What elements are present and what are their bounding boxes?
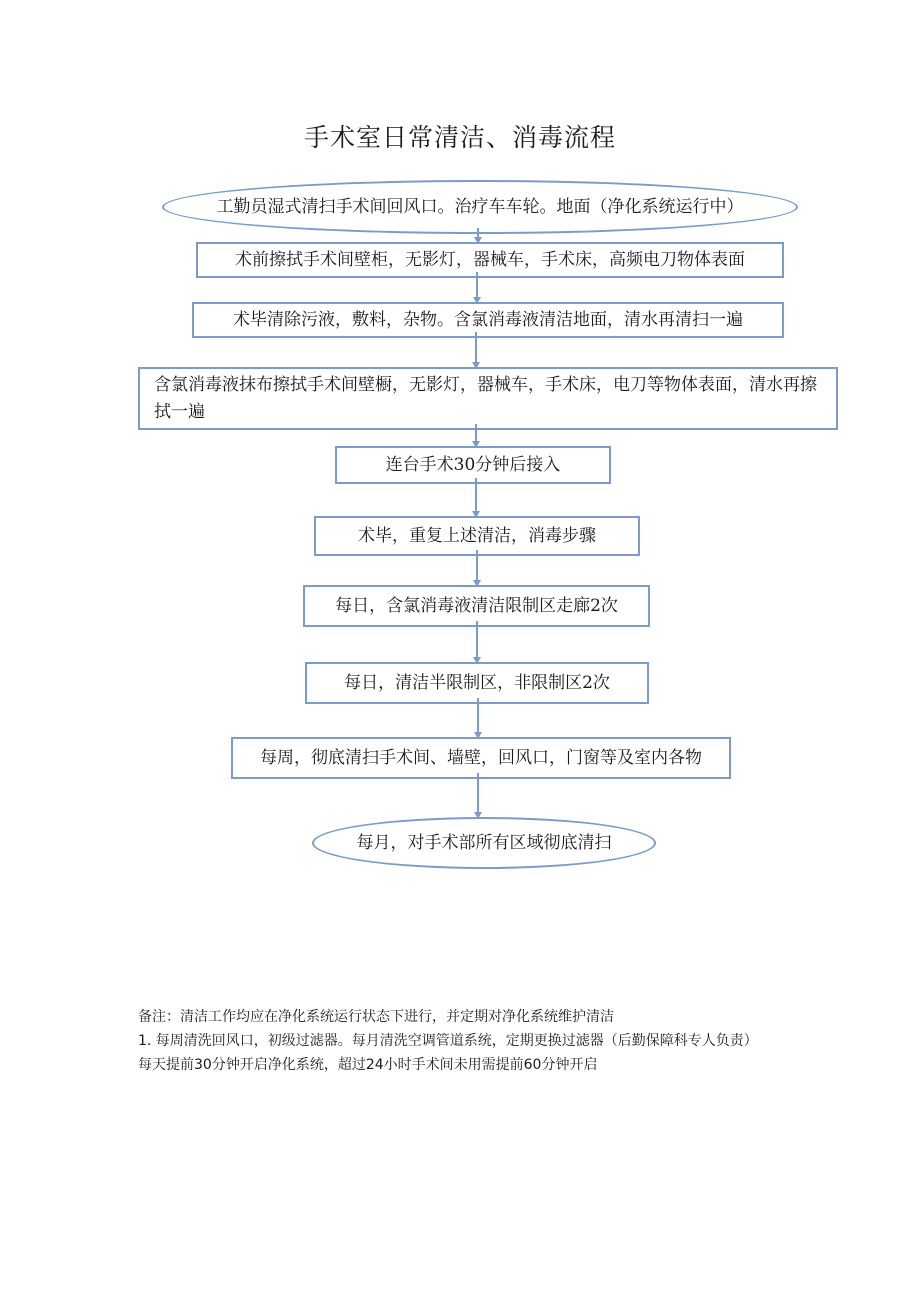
step-1-text: 工勤员湿式清扫手术间回风口。治疗车车轮。地面（净化系统运行中） xyxy=(216,196,744,217)
step-1-oval xyxy=(162,180,798,234)
step-4-text: 含氯消毒液抹布擦拭手术间壁橱，无影灯，器械车，手术床，电刀等物体表面，清水再擦拭一遍 xyxy=(154,374,817,422)
step-6-text: 术毕，重复上述清洁，消毒步骤 xyxy=(358,525,596,546)
step-6-box xyxy=(314,516,640,556)
step-2-box xyxy=(196,242,784,278)
page-title: 手术室日常清洁、消毒流程 xyxy=(303,123,616,152)
step-9-box xyxy=(231,737,731,779)
step-10-oval xyxy=(312,817,656,869)
step-5-text: 连台手术30分钟后接入 xyxy=(385,454,561,475)
step-8-box xyxy=(305,662,649,704)
step-9-text: 每周，彻底清扫手术间、墙壁，回风口，门窗等及室内各物 xyxy=(260,747,702,768)
notes-section xyxy=(138,1005,778,1077)
step-4-box xyxy=(138,367,838,430)
step-7-box xyxy=(303,585,650,627)
step-2-text: 术前擦拭手术间壁柜，无影灯，器械车，手术床，高频电刀物体表面 xyxy=(235,249,745,270)
note-remark: 备注：清洁工作均应在净化系统运行状态下进行，并定期对净化系统维护清洁 xyxy=(138,1009,614,1025)
step-7-text: 每日，含氯消毒液清洁限制区走廊2次 xyxy=(335,595,618,616)
step-10-text: 每月，对手术部所有区域彻底清扫 xyxy=(356,832,612,853)
note-item-1: 1. 每周清洗回风口，初级过滤器。每月清洗空调管道系统，定期更换过滤器（后勤保障科专人负责） xyxy=(138,1033,758,1049)
note-item-2: 每天提前30分钟开启净化系统，超过24小时手术间未用需提前60分钟开启 xyxy=(138,1057,598,1073)
step-8-text: 每日，清洁半限制区，非限制区2次 xyxy=(344,672,610,693)
step-3-text: 术毕清除污液，敷料，杂物。含氯消毒液清洁地面，清水再清扫一遍 xyxy=(233,309,743,330)
step-3-box xyxy=(192,302,784,338)
step-5-box xyxy=(335,446,611,484)
